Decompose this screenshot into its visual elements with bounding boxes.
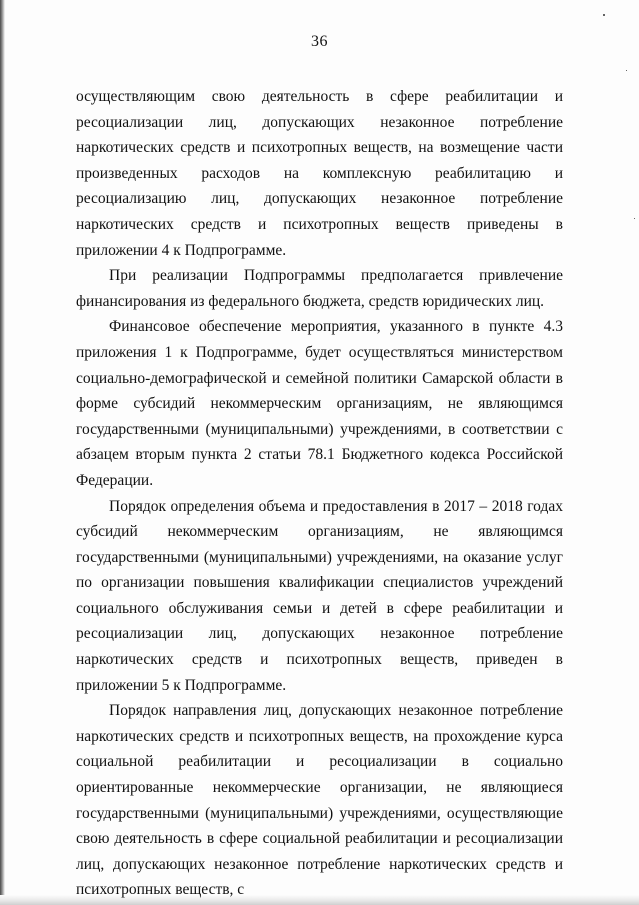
scan-speck xyxy=(634,218,635,219)
scan-shadow-left xyxy=(0,0,5,905)
paragraph-subsidy-procedure: Порядок определения объема и предоставления в 2017 – 2018 годах субсидий некоммерческим организациям, не являющимся государственными (муниципальными) учреждениями, на оказание услуг по организации повышения квалификации специалистов учреждений социального обслуживания семьи и детей в сфере реабилитации и ресоциализации лиц, допускающих незаконное потребление наркотических средств и психотропных веществ, приведен в приложении 5 к Подпрограмме. xyxy=(76,497,563,694)
paragraph-financial-support: Финансовое обеспечение мероприятия, указанного в пункте 4.3 приложения 1 к Подпрограмме, будет осуществляться министерством социально-демографической и семейной политики Самарской области в форме субсидий некоммерческим организациям, не являющимся государственными (муниципальными) учреждениями, в соответствии с абзацем вторым пункта 2 статьи 78.1 Бюджетного кодекса Российской Федерации. xyxy=(76,318,563,489)
page-number: 36 xyxy=(311,33,328,50)
scan-speck xyxy=(603,14,605,16)
paragraph-federal-funding: При реализации Подпрограммы предполагается привлечение финансирования из федерального бюджета, средств юридических лиц. xyxy=(76,267,563,310)
scan-speck xyxy=(626,70,627,71)
body-text xyxy=(76,84,563,903)
paragraph-continuation: осуществляющим свою деятельность в сфере реабилитации и ресоциализации лиц, допускающих незаконное потребление наркотических средств и психотропных веществ, на возмещение части произведенных расходов на комплексную реабилитацию и ресоциализацию лиц, допускающих незаконное потребление наркотических средств и психотропных веществ приведены в приложении 4 к Подпрограмме. xyxy=(76,88,563,259)
paragraph-referral-procedure: Порядок направления лиц, допускающих незаконное потребление наркотических средств и психотропных веществ, на прохождение курса социальной реабилитации и ресоциализации в социально ориентированные некоммерческие организации, не являющиеся государственными (муниципальными) учреждениями, осуществляющие свою деятельность в сфере социальной реабилитации и ресоциализации лиц, допускающих незаконное потребление наркотических средств и психотропных веществ, с xyxy=(76,702,563,899)
